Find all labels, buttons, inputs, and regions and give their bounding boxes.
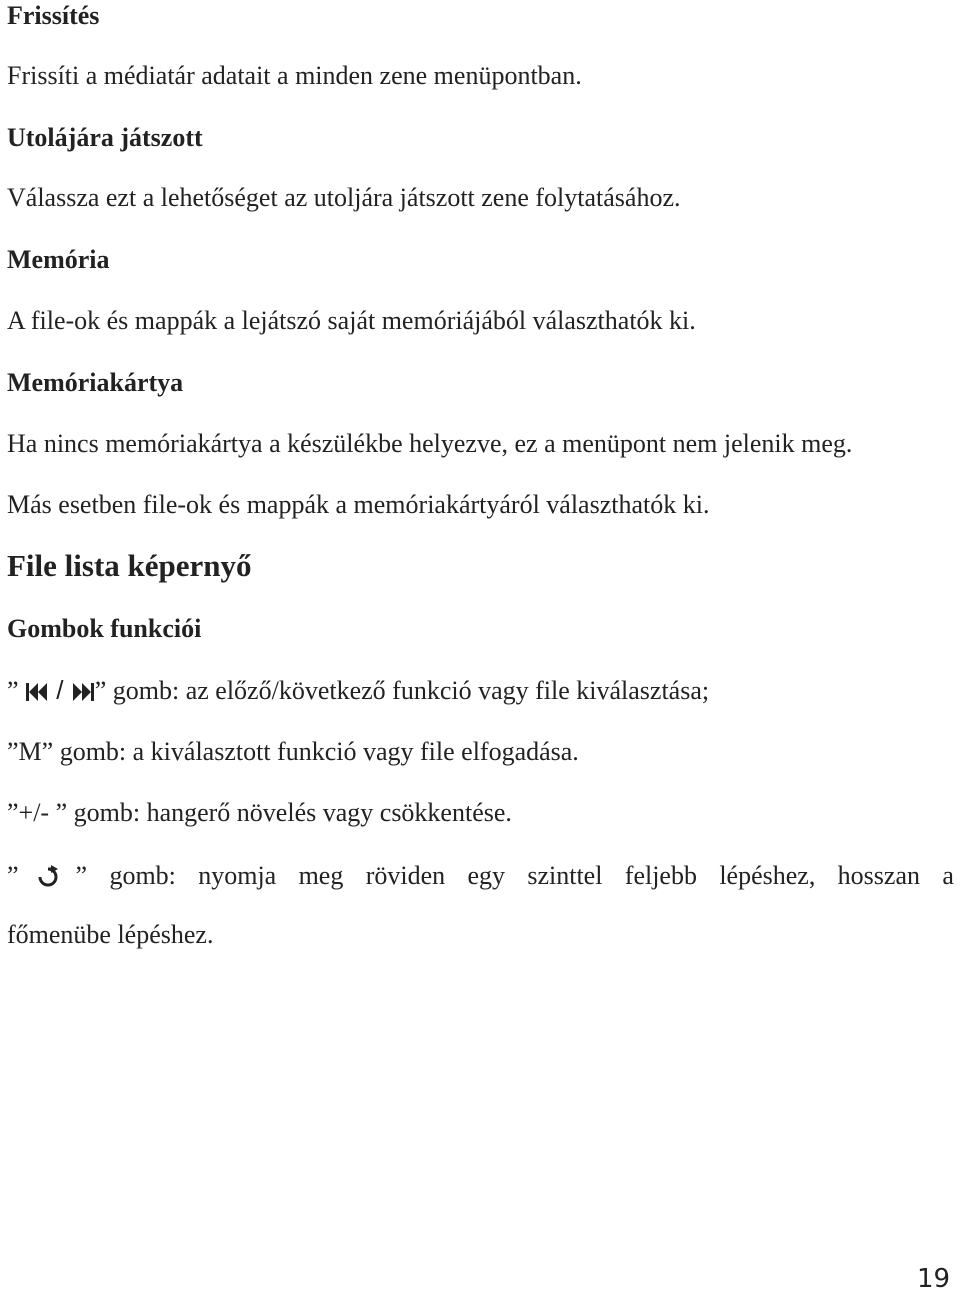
page-number: 19 (917, 1264, 951, 1294)
button-desc-back-line1 (7, 861, 954, 894)
word: röviden (365, 861, 446, 890)
heading-memoria: Memória (7, 245, 110, 274)
slash-separator: / (49, 675, 71, 705)
word: hosszan (837, 861, 920, 890)
button-desc-m: ”M” gomb: a kiválasztott funkció vagy file elfogadása. (7, 737, 579, 766)
word: szinttel (527, 861, 603, 890)
heading-memoriakartya: Memóriakártya (7, 368, 184, 397)
word: lépéshez, (719, 861, 816, 890)
word: gomb: (109, 861, 176, 890)
quote-open: ” (7, 676, 19, 705)
heading-gombok: Gombok funkciói (7, 614, 202, 643)
paragraph-utoljara: Válassza ezt a lehetőséget az utoljára játszott zene folytatásához. (7, 183, 681, 212)
previous-track-icon (25, 679, 49, 709)
paragraph-memoriakartya-line2: Más esetben file-ok és mappák a memóriakártyáról választhatók ki. (7, 490, 710, 519)
word: meg (298, 861, 344, 890)
quote-close: ” (75, 861, 88, 890)
heading-frissites: Frissítés (7, 1, 100, 30)
button-desc-back-line2: főmenübe lépéshez. (7, 920, 214, 949)
word: a (942, 861, 954, 890)
button-desc-prev-next (7, 675, 709, 709)
back-return-icon (35, 864, 61, 894)
paragraph-memoria: A file-ok és mappák a lejátszó saját memóriájából választhatók ki. (7, 306, 696, 335)
word: nyomja (198, 861, 277, 890)
word: feljebb (624, 861, 697, 890)
heading-utoljara: Utolájára játszott (7, 123, 203, 152)
back-desc-group (7, 861, 87, 894)
quote-open: ” (7, 861, 19, 890)
button-desc-prev-next-text: ” gomb: az előző/következő funkció vagy file kiválasztása; (94, 676, 710, 705)
next-track-icon (71, 679, 95, 709)
paragraph-frissites: Frissíti a médiatár adatait a minden zene menüpontban. (7, 61, 582, 90)
button-desc-volume: ”+/- ” gomb: hangerő növelés vagy csökkentése. (7, 798, 512, 827)
word: egy (467, 861, 505, 890)
section-title: File lista képernyő (7, 548, 252, 583)
paragraph-memoriakartya-line1: Ha nincs memóriakártya a készülékbe helyezve, ez a menüpont nem jelenik meg. (7, 429, 853, 458)
